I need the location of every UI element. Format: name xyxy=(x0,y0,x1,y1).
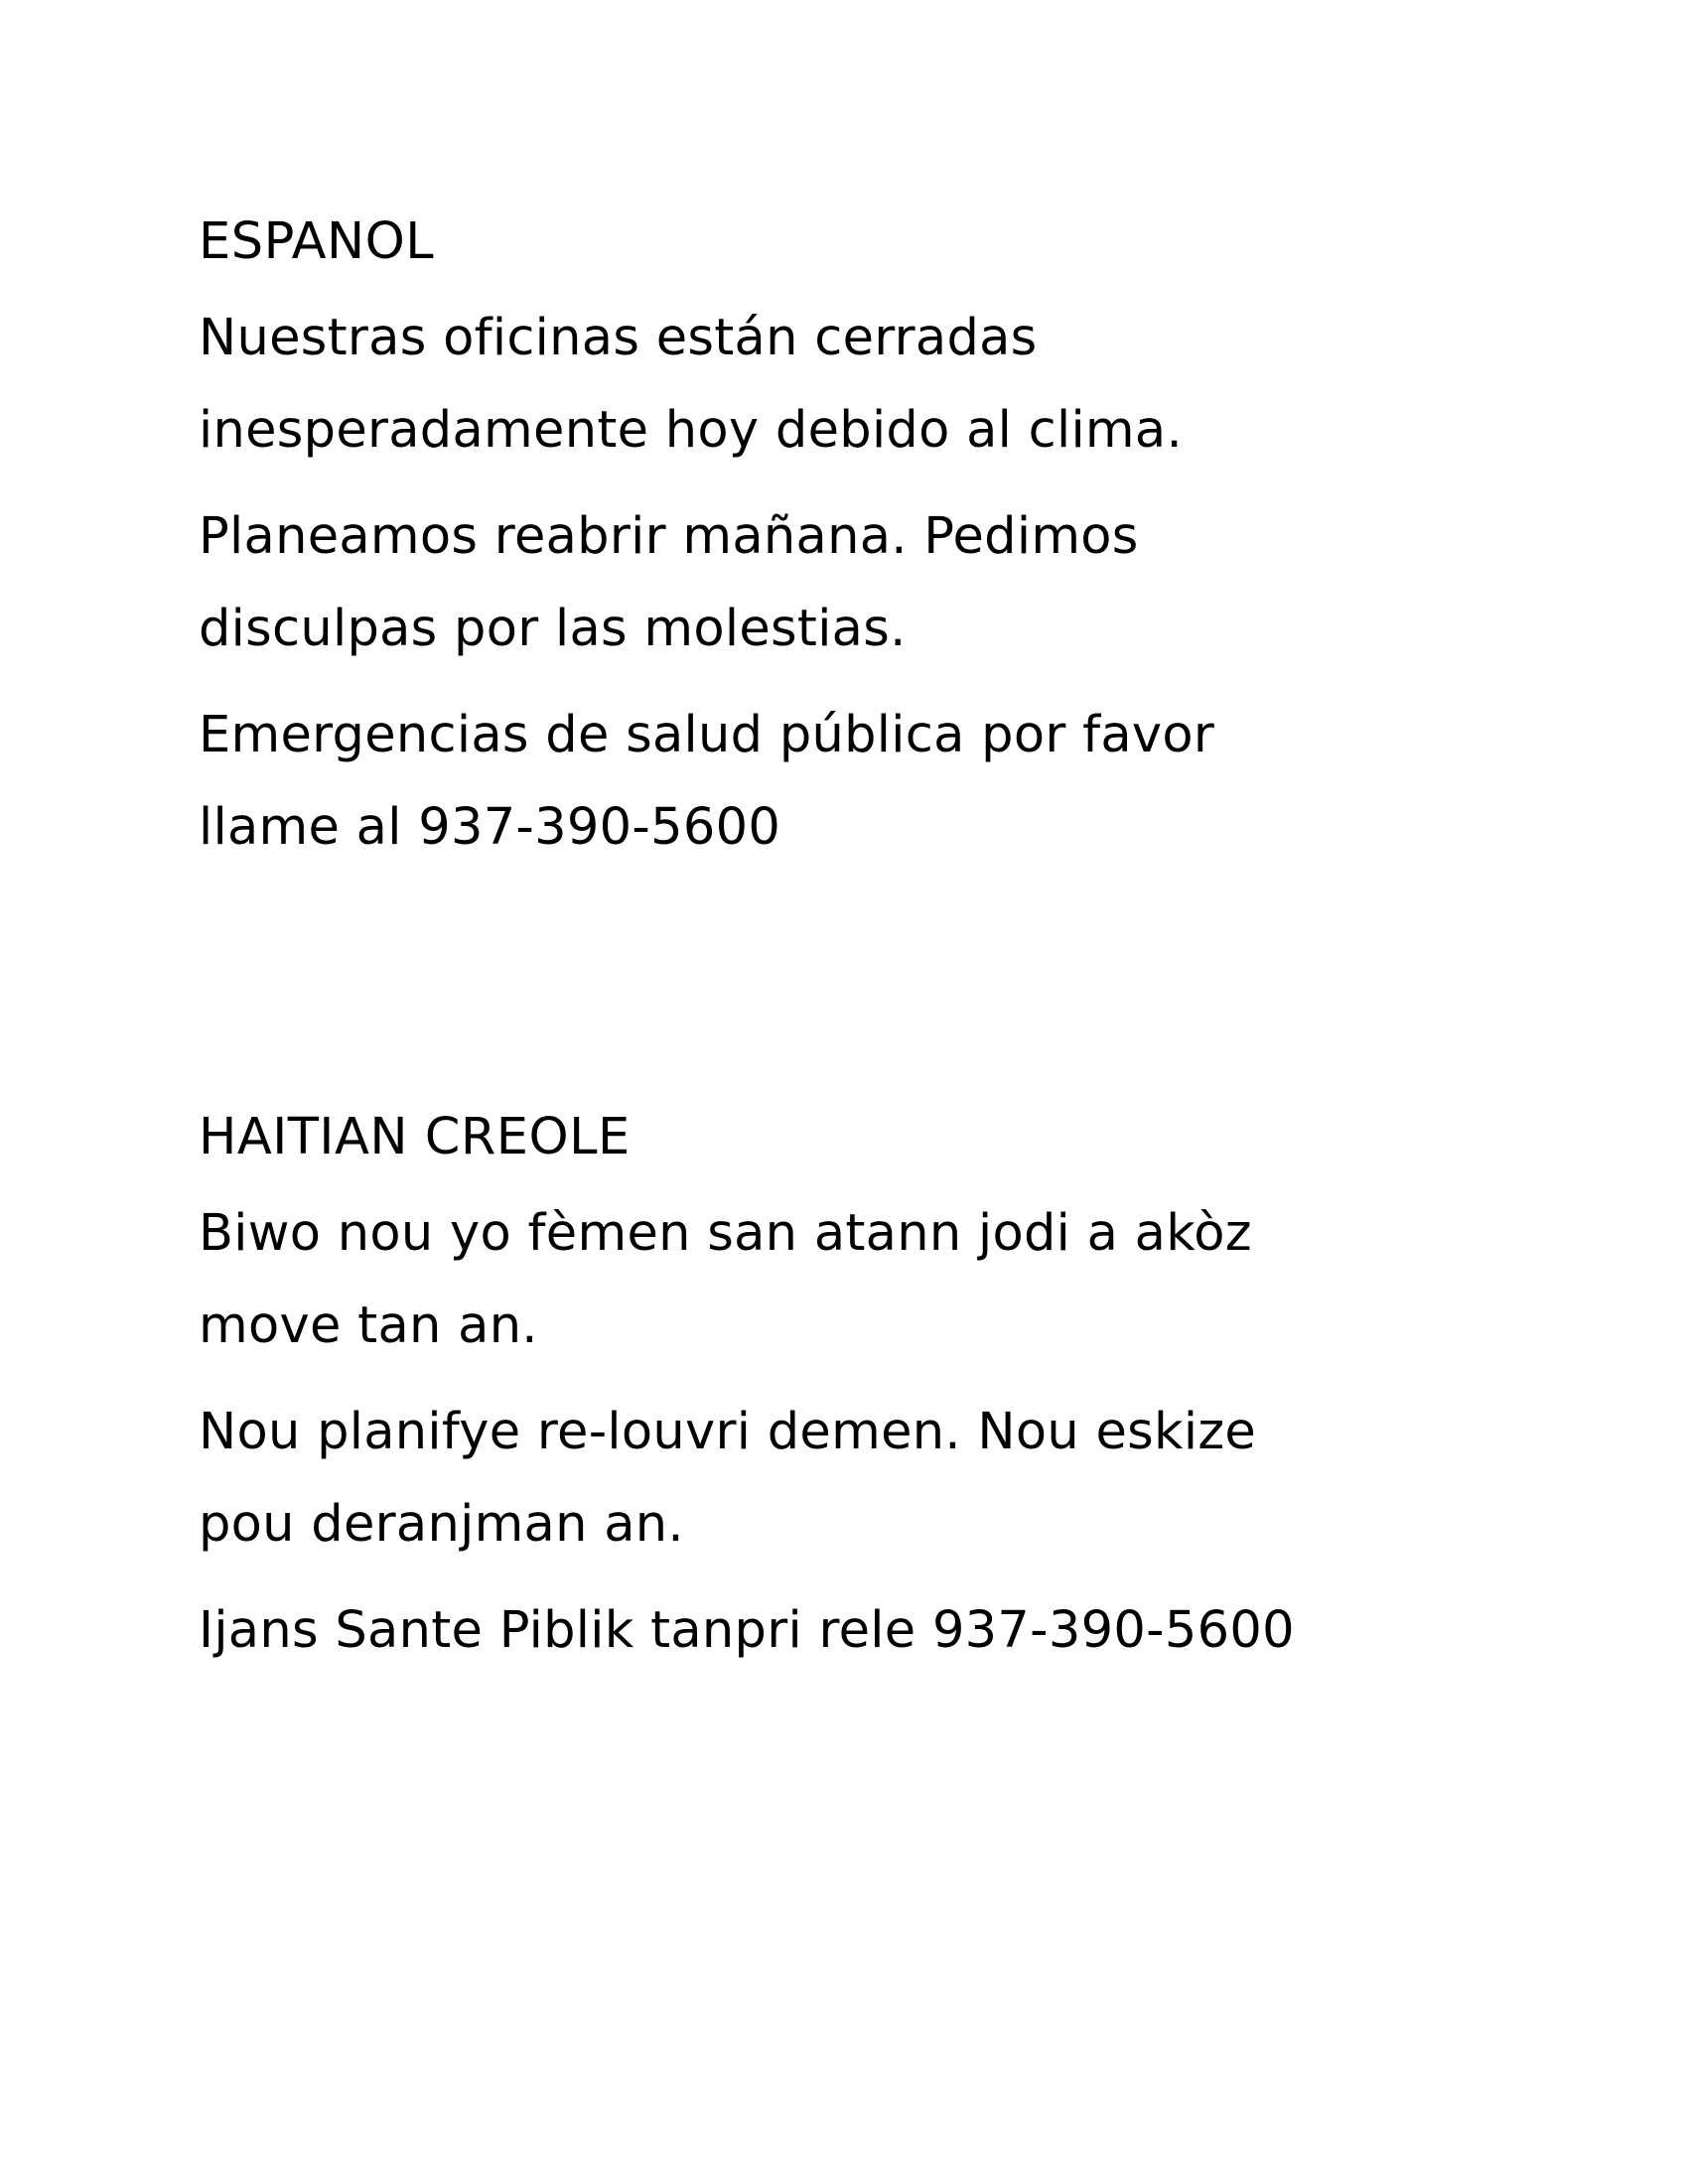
emergency-contact-paragraph xyxy=(199,689,1489,874)
paragraph-line: Planeamos reabrir mañana. Pedimos xyxy=(199,507,1139,566)
paragraph-line: llame al 937-390-5600 xyxy=(199,798,781,857)
paragraph-line: Ijans Sante Piblik tanpri rele 937-390-5600 xyxy=(199,1601,1295,1660)
paragraph-line: Nuestras oficinas están cerradas xyxy=(199,309,1038,367)
emergency-contact-paragraph xyxy=(199,1584,1489,1677)
section-heading-spanish: ESPANOL xyxy=(199,212,435,271)
paragraph-line: disculpas por las molestias. xyxy=(199,600,907,658)
paragraph-line: Biwo nou yo fèmen san atann jodi a akòz xyxy=(199,1204,1252,1263)
paragraph-line: pou deranjman an. xyxy=(199,1495,684,1554)
paragraph-line: move tan an. xyxy=(199,1297,538,1355)
paragraph-line: Nou planifye re-louvri demen. Nou eskize xyxy=(199,1403,1257,1461)
paragraph-line: inesperadamente hoy debido al clima. xyxy=(199,401,1183,460)
reopening-paragraph xyxy=(199,1386,1489,1570)
reopening-paragraph xyxy=(199,490,1489,675)
closure-notice-paragraph xyxy=(199,1187,1489,1372)
closure-notice-paragraph xyxy=(199,292,1489,477)
paragraph-line: Emergencias de salud pública por favor xyxy=(199,706,1215,764)
haitian-creole-section xyxy=(199,1102,1489,1677)
section-heading-haitian-creole: HAITIAN CREOLE xyxy=(199,1108,631,1166)
spanish-section xyxy=(199,206,1489,874)
